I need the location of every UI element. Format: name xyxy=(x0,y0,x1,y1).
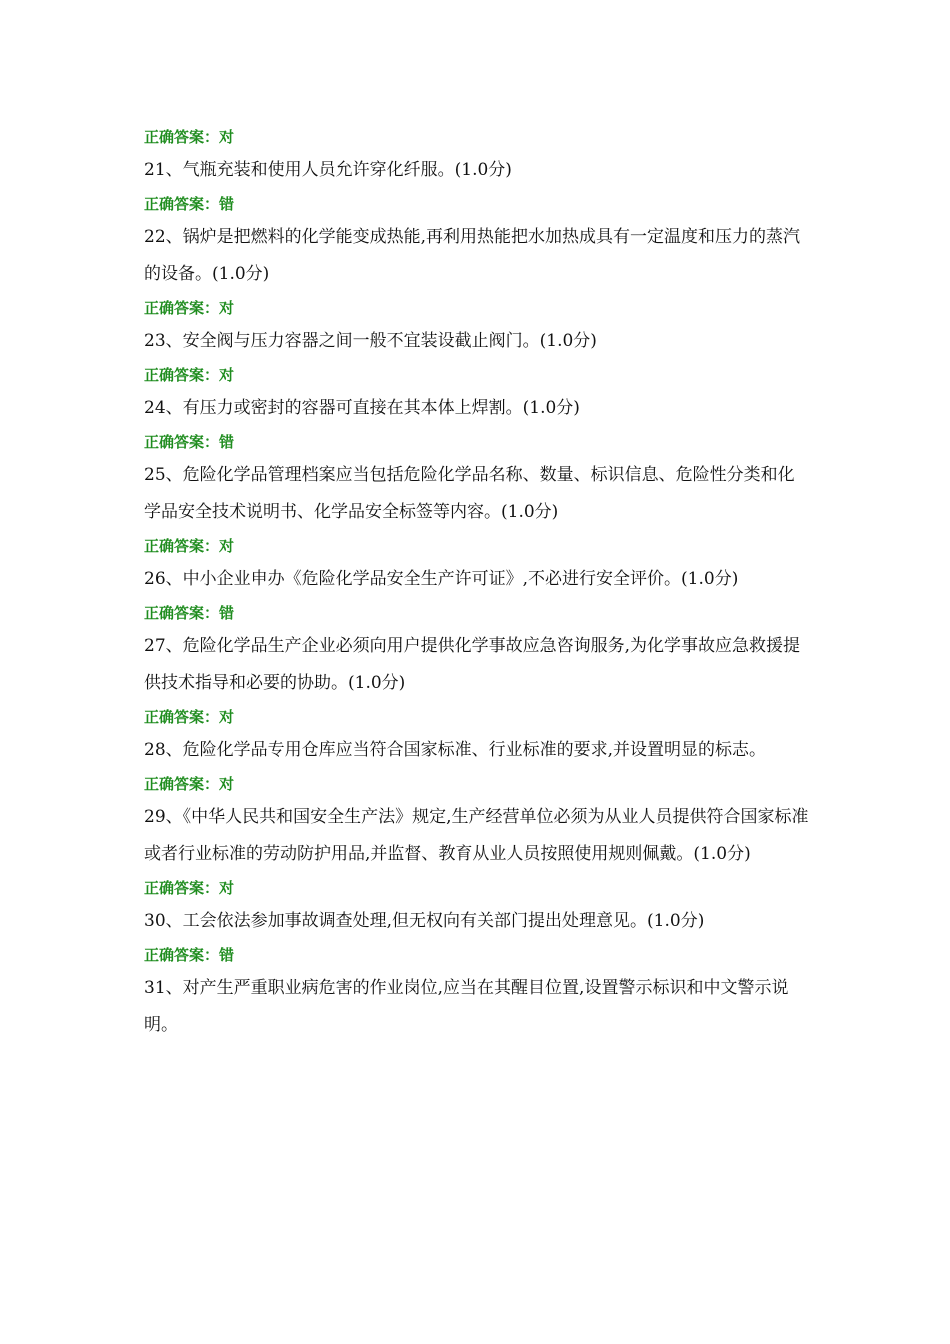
question-text: 23、安全阀与压力容器之间一般不宜装设截止阀门。(1.0分) xyxy=(144,331,597,351)
question-text: 29、《中华人民共和国安全生产法》规定,生产经营单位必须为从业人员提供符合国家标准或者行业标准的劳动防护用品,并监督、教育从业人员按照使用规则佩戴。(1.0分) xyxy=(144,807,809,864)
answer-label: 正确答案：错 xyxy=(144,946,235,964)
answer-label: 正确答案：对 xyxy=(144,775,235,793)
answer-label: 正确答案：错 xyxy=(144,433,235,451)
answer-label: 正确答案：错 xyxy=(144,195,235,213)
question-text: 31、对产生严重职业病危害的作业岗位,应当在其醒目位置,设置警示标识和中文警示说明。 xyxy=(144,978,789,1035)
question-text: 30、工会依法参加事故调查处理,但无权向有关部门提出处理意见。(1.0分) xyxy=(144,911,705,931)
question-text: 21、气瓶充装和使用人员允许穿化纤服。(1.0分) xyxy=(144,160,512,180)
answer-label: 正确答案：对 xyxy=(144,299,235,317)
answer-label: 正确答案：对 xyxy=(144,879,235,897)
question-text: 26、中小企业申办《危险化学品安全生产许可证》,不必进行安全评价。(1.0分) xyxy=(144,569,739,589)
question-text: 27、危险化学品生产企业必须向用户提供化学事故应急咨询服务,为化学事故应急救援提供技术指导和必要的协助。(1.0分) xyxy=(144,636,801,693)
answer-label: 正确答案：对 xyxy=(144,366,235,384)
question-text: 28、危险化学品专用仓库应当符合国家标准、行业标准的要求,并设置明显的标志。 xyxy=(144,740,767,760)
document-page xyxy=(144,122,810,1044)
answer-label: 正确答案：对 xyxy=(144,537,235,555)
question-text: 25、危险化学品管理档案应当包括危险化学品名称、数量、标识信息、危险性分类和化学品安全技术说明书、化学品安全标签等内容。(1.0分) xyxy=(144,465,795,522)
answer-label: 正确答案：对 xyxy=(144,128,235,146)
question-text: 24、有压力或密封的容器可直接在其本体上焊割。(1.0分) xyxy=(144,398,580,418)
answer-label: 正确答案：对 xyxy=(144,708,235,726)
answer-label: 正确答案：错 xyxy=(144,604,235,622)
question-text: 22、锅炉是把燃料的化学能变成热能,再利用热能把水加热成具有一定温度和压力的蒸汽的设备。(1.0分) xyxy=(144,227,801,284)
